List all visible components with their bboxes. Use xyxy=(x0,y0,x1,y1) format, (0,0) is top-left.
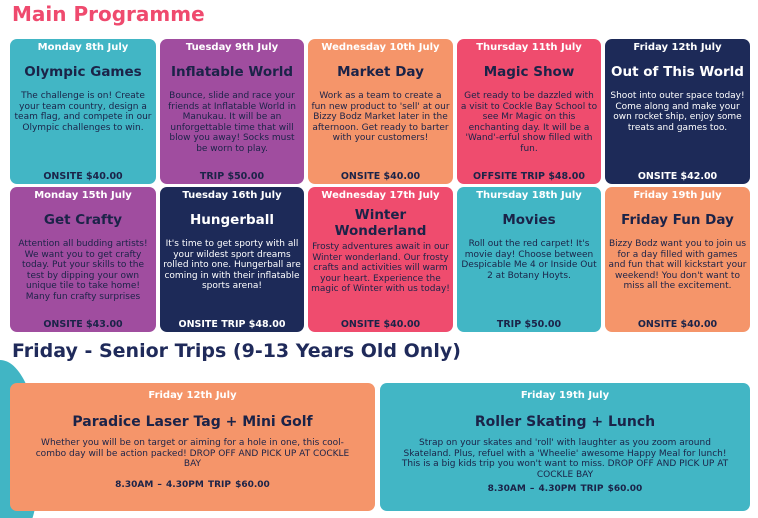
activity-card-market-day[interactable] xyxy=(308,39,453,184)
card-day: Tuesday 9th July xyxy=(185,42,279,53)
trip-day: Friday 12th July xyxy=(148,390,237,401)
trip-card-roller-skating[interactable] xyxy=(380,383,750,511)
card-description: Bounce, slide and race your friends at Inflatable World in Manukau. It will be an unforgettable time that will blow you away! Socks must be worn to play. xyxy=(168,91,296,154)
card-description: Roll out the red carpet! It's movie day! Choose between Despicable Me 4 or Inside Out 2 at Botany Hoyts. xyxy=(461,239,597,281)
activity-card-inflatable-world[interactable] xyxy=(160,39,304,184)
card-price: TRIP $50.00 xyxy=(199,171,265,182)
card-price: TRIP $50.00 xyxy=(496,319,562,330)
card-description: Bizzy Bodz want you to join us for a day filled with games and fun that will kickstart your weekend! You don't want to miss all the excitement. xyxy=(608,239,747,292)
card-day: Wednesday 17th July xyxy=(321,190,440,201)
activity-card-hungerball[interactable] xyxy=(160,187,304,332)
activity-card-out-of-this-world[interactable] xyxy=(605,39,750,184)
card-title: Magic Show xyxy=(483,64,575,80)
card-price: ONSITE $43.00 xyxy=(43,319,123,330)
activity-card-olympic-games[interactable] xyxy=(10,39,156,184)
card-title: Inflatable World xyxy=(170,64,294,80)
activity-card-winter-wonderland[interactable] xyxy=(308,187,453,332)
senior-trips-heading: Friday - Senior Trips (9-13 Years Old Only) xyxy=(12,340,461,362)
card-title: Hungerball xyxy=(189,212,275,228)
card-title: Market Day xyxy=(337,64,424,80)
card-day: Monday 15th July xyxy=(34,190,132,201)
card-title: Winter Wonderland xyxy=(334,207,427,239)
card-title: Olympic Games xyxy=(24,64,142,80)
trip-title: Paradice Laser Tag + Mini Golf xyxy=(72,414,313,430)
card-description: Shoot into outer space today! Come along and make your own rocket ship, enjoy some treats and games too. xyxy=(610,91,745,133)
card-price: ONSITE $40.00 xyxy=(340,171,421,182)
trip-description: Strap on your skates and 'roll' with laughter as you zoom around Skateland. Plus, refuel with a 'Wheelie' awesome Happy Meal for lunch! This is a big kids trip you won't want to miss. DROP OFF AND PICK UP AT COCKLE BAY xyxy=(401,438,729,480)
card-title: Get Crafty xyxy=(43,212,123,228)
card-title: Movies xyxy=(502,212,556,228)
activity-card-movies[interactable] xyxy=(457,187,601,332)
card-day: Tuesday 16th July xyxy=(182,190,282,201)
card-description: It's time to get sporty with all your wildest sport dreams rolled into one. Hungerball are coming in with their inflatable sports arena! xyxy=(163,239,301,292)
card-title: Friday Fun Day xyxy=(621,212,734,228)
card-title: Out of This World xyxy=(611,64,744,80)
card-day: Thursday 11th July xyxy=(476,42,582,53)
card-description: Attention all budding artists! We want you to get crafty today. Put your skills to the test by dipping your own unique tile to take home! Many fun crafty surprises xyxy=(18,239,148,302)
card-day: Friday 19th July xyxy=(633,190,722,201)
trip-time-price: 8.30AM – 4.30PM TRIP $60.00 xyxy=(487,484,643,494)
card-description: Frosty adventures await in our Winter wonderland. Our frosty crafts and activities will warm your heart. Experience the magic of Winter with us today! xyxy=(311,242,450,295)
card-price: ONSITE $40.00 xyxy=(340,319,421,330)
card-price: ONSITE $40.00 xyxy=(43,171,123,182)
card-description: Get ready to be dazzled with a visit to Cockle Bay School to see Mr Magic on this enchanting day. It will be a 'Wand'-erful show filled with fun. xyxy=(460,91,598,154)
trip-description: Whether you will be on target or aiming for a hole in one, this cool-combo day will be action packed! DROP OFF AND PICK UP AT COCKLE BAY xyxy=(35,438,350,469)
card-description: Work as a team to create a fun new product to 'sell' at our Bizzy Bodz Market later in the afternoon. Get ready to barter with your customers! xyxy=(311,91,450,144)
card-price: ONSITE $42.00 xyxy=(637,171,718,182)
activity-card-get-crafty[interactable] xyxy=(10,187,156,332)
card-day: Wednesday 10th July xyxy=(321,42,440,53)
card-day: Friday 12th July xyxy=(633,42,722,53)
trip-day: Friday 19th July xyxy=(520,390,610,401)
trip-card-laser-tag-mini-golf[interactable] xyxy=(10,383,375,511)
card-day: Thursday 18th July xyxy=(476,190,582,201)
trip-time-price: 8.30AM – 4.30PM TRIP $60.00 xyxy=(115,479,270,490)
activity-card-friday-fun-day[interactable] xyxy=(605,187,750,332)
card-description: The challenge is on! Create your team country, design a team flag, and compete in our Olympic challenges to win. xyxy=(14,91,152,133)
card-price: OFFSITE TRIP $48.00 xyxy=(473,171,585,182)
card-price: ONSITE $40.00 xyxy=(637,319,718,330)
card-price: ONSITE TRIP $48.00 xyxy=(178,319,286,330)
activity-card-magic-show[interactable] xyxy=(457,39,601,184)
main-programme-heading: Main Programme xyxy=(12,2,205,26)
trip-title: Roller Skating + Lunch xyxy=(474,414,656,430)
card-day: Monday 8th July xyxy=(37,42,129,53)
